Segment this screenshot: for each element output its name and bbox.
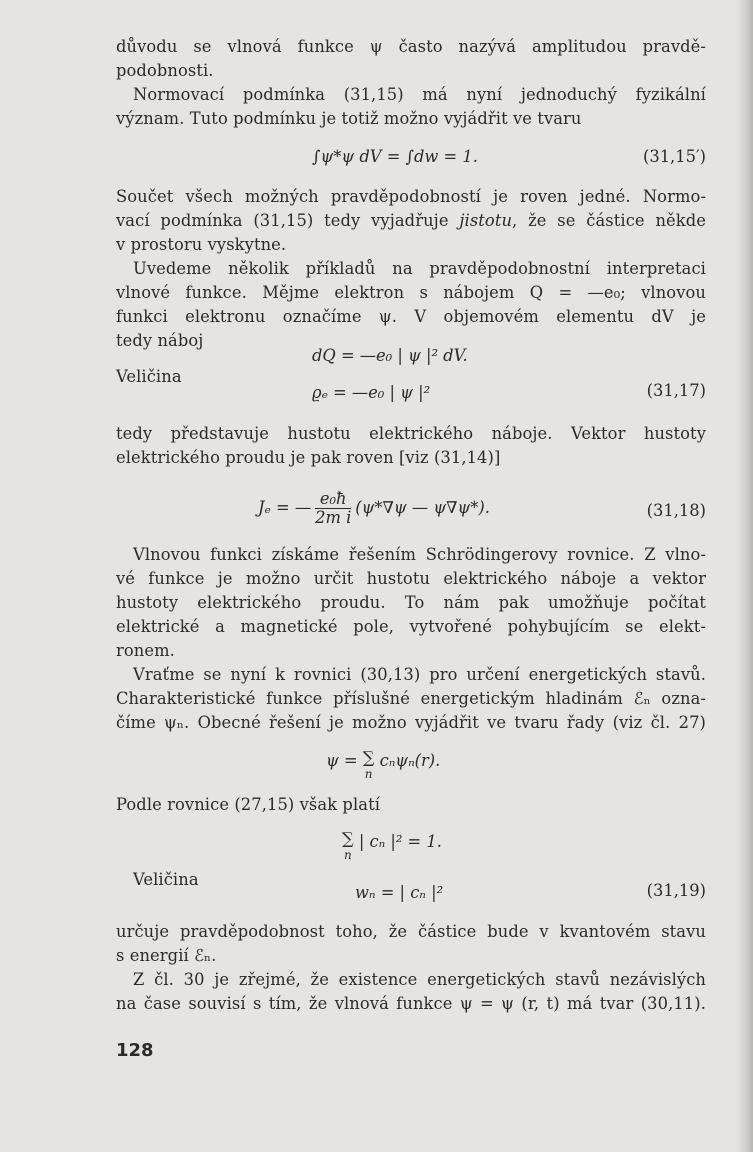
eq-part: ψ = (326, 751, 358, 770)
text-line: Veličina (116, 367, 182, 386)
text-line: Uvedeme několik příkladů na pravděpodobnostní interpretaci (133, 259, 706, 278)
text-line: číme ψₙ. Obecné řešení je možno vyjádřit ve tvaru řady (viz čl. 27) (116, 713, 706, 732)
text-line: na čase souvisí s tím, že vlnová funkce ψ = ψ (r, t) má tvar (30,11). (116, 994, 706, 1013)
equation-number: (31,15′) (642, 147, 706, 166)
fraction-denominator: 2m i (315, 508, 352, 527)
text-line: tedy představuje hustotu elektrického náboje. Vektor hustoty (116, 424, 706, 443)
eq-part: cₙψₙ(r). (379, 751, 441, 770)
fraction (315, 490, 351, 527)
sum-symbol (363, 750, 375, 782)
equation-psi-series (326, 750, 440, 782)
text-segment: , že se částice někde (512, 211, 706, 230)
text-line: Podle rovnice (27,15) však platí (116, 795, 381, 814)
text-line: Normovací podmínka (31,15) má nyní jednoduchý fyzikální (133, 85, 706, 104)
sigma: ∑ (362, 748, 375, 767)
page-edge-shadow (737, 0, 753, 1152)
text-line: s energií ℰₙ. (116, 946, 217, 965)
text-line: ronem. (116, 641, 175, 660)
equation-31-19: wₙ = | cₙ |² (355, 883, 444, 902)
text-line (116, 210, 706, 232)
text-line: Charakteristické funkce příslušné energetickým hladinám ℰₙ ozna- (116, 689, 706, 708)
equation-number: (31,19) (646, 881, 706, 900)
text-line: Součet všech možných pravděpodobností je roven jedné. Normo- (116, 187, 706, 206)
text-segment: vací podmínka (31,15) tedy vyjadřuje (116, 211, 460, 230)
text-line: vé funkce je možno určit hustotu elektrického náboje a vektor (116, 569, 706, 588)
eq-part: Jₑ = — (258, 498, 312, 517)
text-line: elektrické a magnetické pole, vytvořené pohybujícím se elekt- (116, 617, 706, 636)
sum-index: n (343, 848, 352, 862)
text-line: tedy náboj (116, 331, 204, 350)
sum-index: n (364, 767, 373, 781)
text-line: v prostoru vyskytne. (116, 235, 287, 254)
text-line: vlnové funkce. Mějme elektron s nábojem Q = —e₀; vlnovou (116, 283, 706, 302)
text-line: určuje pravděpodobnost toho, že částice bude v kvantovém stavu (116, 922, 706, 941)
text-line: význam. Tuto podmínku je totiž možno vyjádřit ve tvaru (116, 109, 582, 128)
text-line: Veličina (133, 870, 199, 889)
equation-dQ: dQ = —e₀ | ψ |² dV. (312, 346, 468, 365)
equation-number: (31,18) (646, 501, 706, 520)
text-line: elektrického proudu je pak roven [viz (31,14)] (116, 448, 501, 467)
equation-number: (31,17) (646, 381, 706, 400)
eq-part: | cₙ |² = 1. (358, 832, 442, 851)
equation-31-17: ϱₑ = —e₀ | ψ |² (312, 383, 431, 402)
sigma: ∑ (342, 829, 354, 848)
emphasis-text: jistotu (459, 211, 513, 230)
equation-31-15p: ∫ψ*ψ dV = ∫dw = 1. (312, 147, 478, 166)
text-line: hustoty elektrického proudu. To nám pak umožňuje počítat (116, 593, 706, 612)
text-line: Vlnovou funkci získáme řešením Schrödingerovy rovnice. Z vlno- (133, 545, 706, 564)
sum-symbol (342, 831, 354, 863)
equation-31-18 (258, 490, 490, 527)
text-line: funkci elektronu označíme ψ. V objemovém elementu dV je (116, 307, 706, 326)
equation-sum-norm (342, 831, 442, 863)
fraction-numerator: e₀ħ (315, 490, 351, 509)
eq-part: (ψ*∇ψ — ψ∇ψ*). (355, 498, 490, 517)
text-line: důvodu se vlnová funkce ψ často nazývá amplitudou pravdě- (116, 37, 706, 56)
text-line: Vraťme se nyní k rovnici (30,13) pro určení energetických stavů. (133, 665, 706, 684)
page-number: 128 (116, 1040, 154, 1061)
text-line: podobnosti. (116, 61, 214, 80)
text-line: Z čl. 30 je zřejmé, že existence energetických stavů nezávislých (133, 970, 706, 989)
